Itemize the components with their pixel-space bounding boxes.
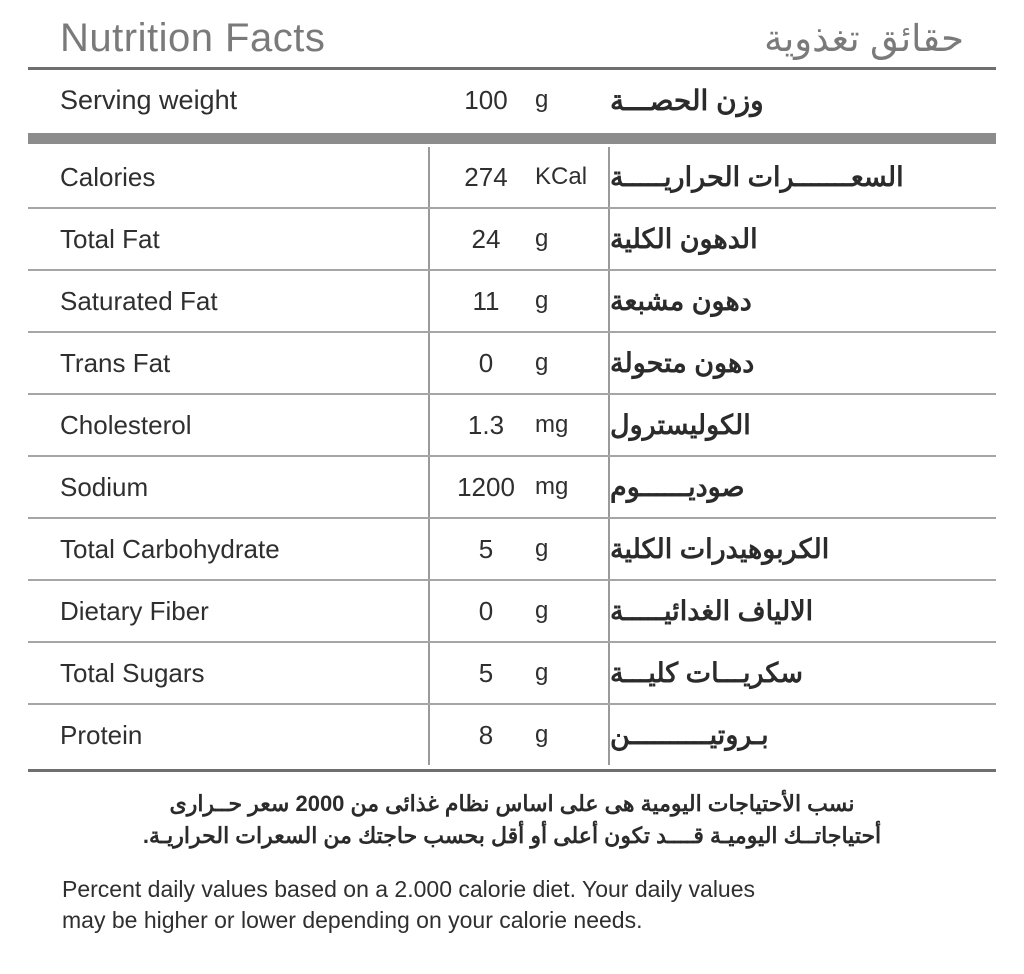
nutrient-label-en: Total Sugars bbox=[60, 657, 205, 688]
footnotes bbox=[28, 788, 996, 936]
nutrient-label-en: Protein bbox=[60, 719, 143, 750]
nutrient-label-en: Sodium bbox=[60, 471, 149, 502]
nutrient-unit: g bbox=[535, 287, 549, 314]
nutrient-label-ar: الكربوهيدرات الكلية bbox=[610, 533, 830, 564]
nutrient-value-cell bbox=[428, 705, 610, 765]
nutrient-value: 274 bbox=[464, 161, 508, 192]
nutrient-value-cell bbox=[428, 333, 610, 393]
footnote-english-line-2: may be higher or lower depending on your calorie needs. bbox=[62, 906, 643, 933]
nutrient-value: 5 bbox=[478, 657, 494, 688]
nutrient-value: 8 bbox=[478, 719, 494, 750]
nutrient-value-cell bbox=[428, 643, 610, 703]
nutrient-label-ar: صوديــــــوم bbox=[610, 471, 745, 502]
nutrient-value: 1.3 bbox=[467, 409, 505, 440]
nutrient-value: 11 bbox=[472, 285, 500, 316]
table-row bbox=[28, 209, 996, 269]
nutrient-label-en: Total Fat bbox=[60, 223, 160, 254]
nutrient-value-cell bbox=[428, 147, 610, 207]
divider-footer bbox=[28, 769, 996, 772]
divider-thick-bar bbox=[28, 133, 996, 144]
table-row bbox=[28, 581, 996, 641]
footnote-english-line-1: Percent daily values based on a 2.000 calorie diet. Your daily values bbox=[62, 875, 756, 902]
serving-weight-unit: g bbox=[535, 86, 549, 113]
page-title-english: Nutrition Facts bbox=[60, 16, 326, 60]
nutrient-label-ar: بـروتيــــــــــن bbox=[610, 719, 769, 750]
nutrient-value: 1200 bbox=[457, 471, 515, 502]
nutrient-label-ar: الالياف الغدائيـــــة bbox=[610, 595, 814, 626]
footnote-english bbox=[52, 874, 972, 936]
nutrient-label-en: Saturated Fat bbox=[60, 285, 218, 316]
nutrient-label-ar: سكريـــات كليـــة bbox=[610, 657, 803, 688]
table-row bbox=[28, 643, 996, 703]
nutrient-label-ar: دهون متحولة bbox=[610, 347, 755, 378]
footnote-arabic bbox=[52, 788, 972, 852]
nutrient-label-ar: الدهون الكلية bbox=[610, 223, 758, 254]
nutrient-unit: g bbox=[535, 349, 549, 376]
label-header bbox=[28, 10, 996, 63]
nutrient-value-cell bbox=[428, 519, 610, 579]
nutrient-value-cell bbox=[428, 457, 610, 517]
nutrient-value: 24 bbox=[471, 223, 501, 254]
footnote-arabic-line-2: أحتياجاتــك اليوميـة قــــد تكون أعلى أو أقل بحسب حاجتك من السعرات الحراريـة. bbox=[142, 822, 882, 848]
nutrient-unit: KCal bbox=[535, 163, 588, 190]
nutrient-unit: g bbox=[535, 225, 549, 252]
serving-weight-row bbox=[28, 70, 996, 130]
nutrient-label-ar: دهون مشبعة bbox=[610, 285, 752, 316]
footnote-arabic-line-1: نسب الأحتياجات اليومية هى على اساس نظام غذائى من 2000 سعر حــرارى bbox=[169, 791, 855, 816]
table-row bbox=[28, 147, 996, 207]
nutrient-label-ar: السعـــــــرات الحراريـــــة bbox=[610, 161, 904, 192]
nutrient-unit: g bbox=[535, 721, 549, 748]
serving-weight-label-en: Serving weight bbox=[60, 84, 238, 115]
nutrient-unit: mg bbox=[535, 473, 569, 500]
nutrient-value-cell bbox=[428, 581, 610, 641]
nutrient-unit: g bbox=[535, 659, 549, 686]
nutrient-unit: g bbox=[535, 597, 549, 624]
nutrient-unit: mg bbox=[535, 411, 569, 438]
nutrient-label-en: Calories bbox=[60, 161, 156, 192]
nutrient-label-en: Cholesterol bbox=[60, 409, 192, 440]
nutrient-label-en: Total Carbohydrate bbox=[60, 533, 280, 564]
nutrient-value-cell bbox=[428, 271, 610, 331]
nutrient-value-cell bbox=[428, 209, 610, 269]
nutrient-label-en: Dietary Fiber bbox=[60, 595, 209, 626]
table-row bbox=[28, 395, 996, 455]
table-row bbox=[28, 519, 996, 579]
nutrient-unit: g bbox=[535, 535, 549, 562]
nutrient-value: 0 bbox=[478, 595, 494, 626]
serving-weight-value: 100 bbox=[464, 84, 508, 115]
table-row bbox=[28, 333, 996, 393]
serving-weight-label-ar: وزن الحصـــة bbox=[610, 84, 764, 116]
serving-weight-value-cell bbox=[428, 70, 610, 130]
table-row bbox=[28, 271, 996, 331]
page-title-arabic: حقائق تغذوية bbox=[764, 18, 964, 59]
nutrient-label-en: Trans Fat bbox=[60, 347, 171, 378]
nutrient-value-cell bbox=[428, 395, 610, 455]
nutrient-label-ar: الكوليسترول bbox=[610, 409, 751, 440]
nutrient-value: 0 bbox=[478, 347, 494, 378]
table-row bbox=[28, 457, 996, 517]
nutrient-value: 5 bbox=[478, 533, 494, 564]
table-row bbox=[28, 705, 996, 765]
